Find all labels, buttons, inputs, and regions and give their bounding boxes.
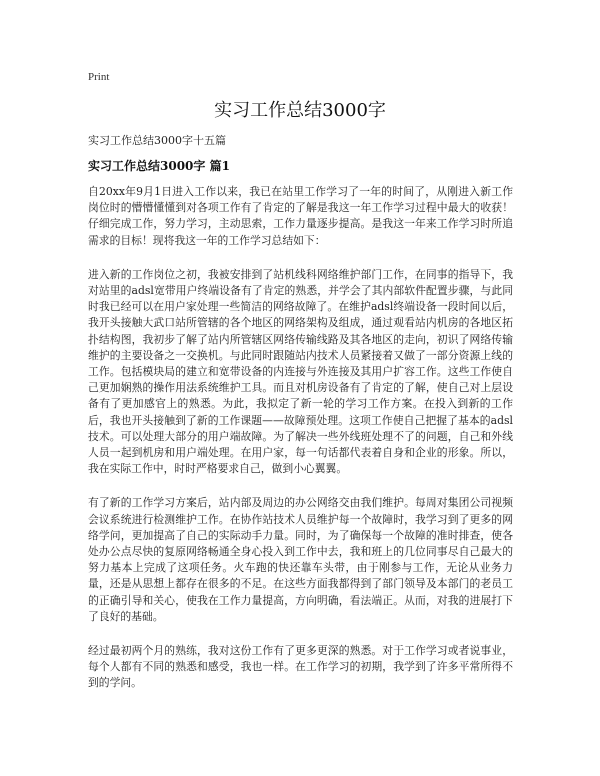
section-heading: 实习工作总结3000字 篇1: [88, 159, 230, 173]
paragraph-4: 经过最初两个月的熟练，我对这份工作有了更多更深的熟悉。对于工作学习或者说事业，每个人都有不同的熟悉和感受，我也一样。在工作学习的初期，我学到了许多平常所得不到的学问。: [88, 644, 513, 690]
page-title: 实习工作总结3000字: [214, 100, 386, 121]
document-subtitle: 实习工作总结3000字十五篇: [88, 134, 226, 147]
article-body: [88, 184, 513, 692]
print-link[interactable]: Print: [88, 71, 110, 83]
paragraph-2: 进入新的工作岗位之初，我被安排到了站机线科网络维护部门工作，在同事的指导下，我对站里的adsl宽带用户终端设备有了肯定的熟悉，并学会了其内部软件配置步骤，与此同时我已经可以在用户家处理一些简洁的网络故障了。在维护adsl终端设备一段时间以后，我开头接触大武口站所管辖的各个地区的网络架构及组成，通过观看站内机房的各地区拓扑结构图，我初步了解了站内所管辖区网络传输线路及其各地区的走向，初识了网络传输维护的主要设备之一交换机。与此同时跟随站内技术人员紧接着又做了一部分资源上线的工作。包括模块局的建立和宽带设备的内连接与外连接及其用户扩容工作。这些工作使自己更加娴熟的操作用法系统维护工具。而且对机房设备有了肯定的了解，使自己对上层设备有了更加感官上的熟悉。为此，我拟定了新一轮的学习工作方案。在投入到新的工作后，我也开头接触到了新的工作课题——故障预处理。这项工作使自己把握了基本的adsl技术。可以处理大部分的用户端故障。为了解决一些外线班处理不了的问题，自己和外线人员一起到机房和用户端处理。在用户家，每一句话都代表着自身和企业的形象。所以，我在实际工作中，时时严格要求自己，做到小心翼翼。: [88, 267, 513, 476]
paragraph-1: 自20xx年9月1日进入工作以来，我已在站里工作学习了一年的时间了，从刚进入新工作岗位时的懵懵懂懂到对各项工作有了肯定的了解是我这一年工作学习过程中最大的收获！仔细完成工作，努力学习，主动思索，工作力量逐步提高。是我这一年来工作学习时所追需求的目标！现将我这一年的工作学习总结如下：: [88, 185, 513, 247]
paragraph-3: 有了新的工作学习方案后，站内部及周边的办公网络交由我们维护。每周对集团公司视频会议系统进行检测维护工作。在协作站技术人员维护每一个故障时，我学习到了更多的网络学问，更加提高了自己的实际动手力量。同时，为了确保每一个故障的准时排查，使各处办公点尽快的复原网络畅通全身心投入到工作中去，我和班上的几位同事尽自己最大的努力基本上完成了这项任务。火车跑的快还靠车头带，由于刚参与工作，无论从业务力量，还是从思想上都存在很多的不足。在这些方面我都得到了部门领导及本部门的老员工的正确引导和关心，使我在工作力量提高，方向明确，看法端正。从而，对我的进展打下了良好的基础。: [88, 496, 513, 623]
